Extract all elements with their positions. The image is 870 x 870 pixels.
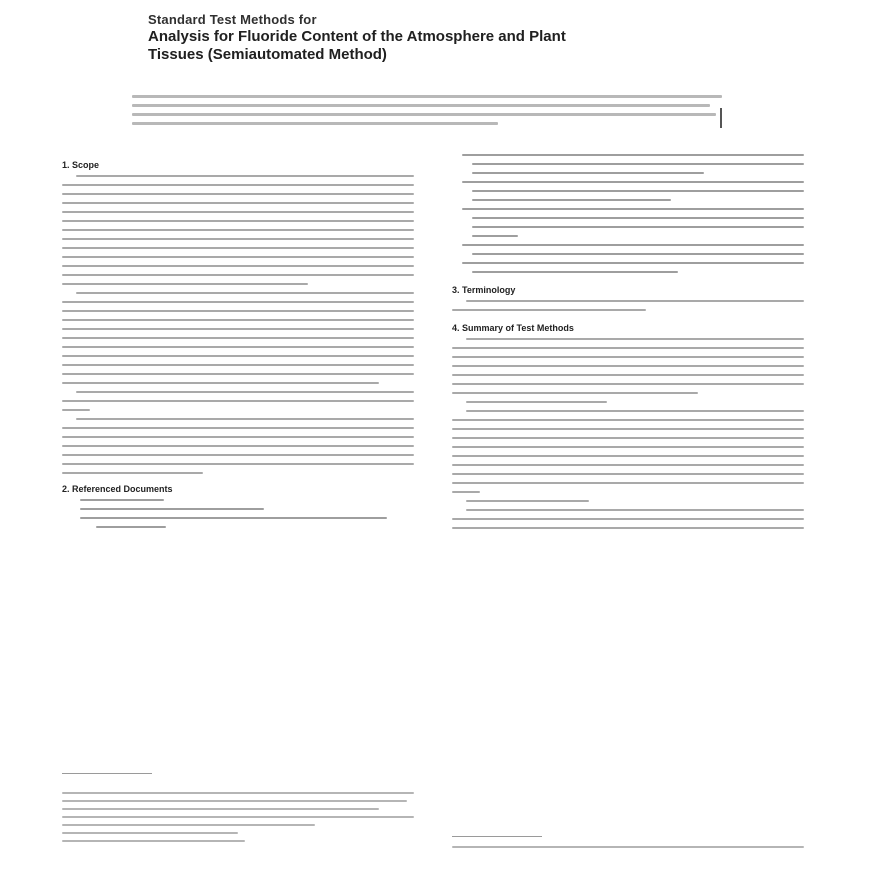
list-item xyxy=(62,499,414,501)
list-item xyxy=(452,208,804,210)
left-column xyxy=(62,158,414,535)
title-block xyxy=(148,12,748,64)
right-column xyxy=(452,150,804,536)
list-item xyxy=(452,163,804,165)
title-line-2: Analysis for Fluoride Content of the Atmosphere and Plant xyxy=(148,28,566,45)
list-item xyxy=(452,253,804,255)
paragraph xyxy=(452,338,804,394)
list-item xyxy=(452,190,804,192)
list-item xyxy=(452,226,804,228)
reference-list-continued xyxy=(452,154,804,273)
list-item xyxy=(452,235,804,237)
revision-bar xyxy=(720,108,722,128)
title-line-3: Tissues (Semiautomated Method) xyxy=(148,46,387,63)
list-item xyxy=(452,172,804,174)
section-heading-summary: 4. Summary of Test Methods xyxy=(452,323,574,333)
list-item xyxy=(452,271,804,273)
footnote-rule xyxy=(452,836,542,837)
paragraph xyxy=(62,175,414,285)
section-heading-terminology: 3. Terminology xyxy=(452,285,516,295)
list-item xyxy=(452,217,804,219)
paragraph xyxy=(452,401,804,403)
footnote-rule xyxy=(62,773,152,774)
footnote-right xyxy=(452,846,804,848)
list-item xyxy=(62,517,414,519)
list-item xyxy=(62,526,414,528)
section-heading-referenced-documents: 2. Referenced Documents xyxy=(62,484,173,494)
list-item xyxy=(452,244,804,246)
list-item xyxy=(452,199,804,201)
footnotes xyxy=(62,792,414,848)
reference-list xyxy=(62,499,414,528)
paragraph xyxy=(62,292,414,384)
designation-notice xyxy=(132,95,722,131)
paragraph xyxy=(452,509,804,529)
paragraph xyxy=(62,391,414,411)
title-line-1: Standard Test Methods for xyxy=(148,12,317,27)
list-item xyxy=(452,181,804,183)
paragraph xyxy=(452,410,804,493)
paragraph xyxy=(452,500,804,502)
paragraph xyxy=(62,418,414,474)
paragraph xyxy=(452,300,804,311)
list-item xyxy=(62,508,414,510)
list-item xyxy=(452,262,804,264)
list-item xyxy=(452,154,804,156)
section-heading-scope: 1. Scope xyxy=(62,160,100,170)
